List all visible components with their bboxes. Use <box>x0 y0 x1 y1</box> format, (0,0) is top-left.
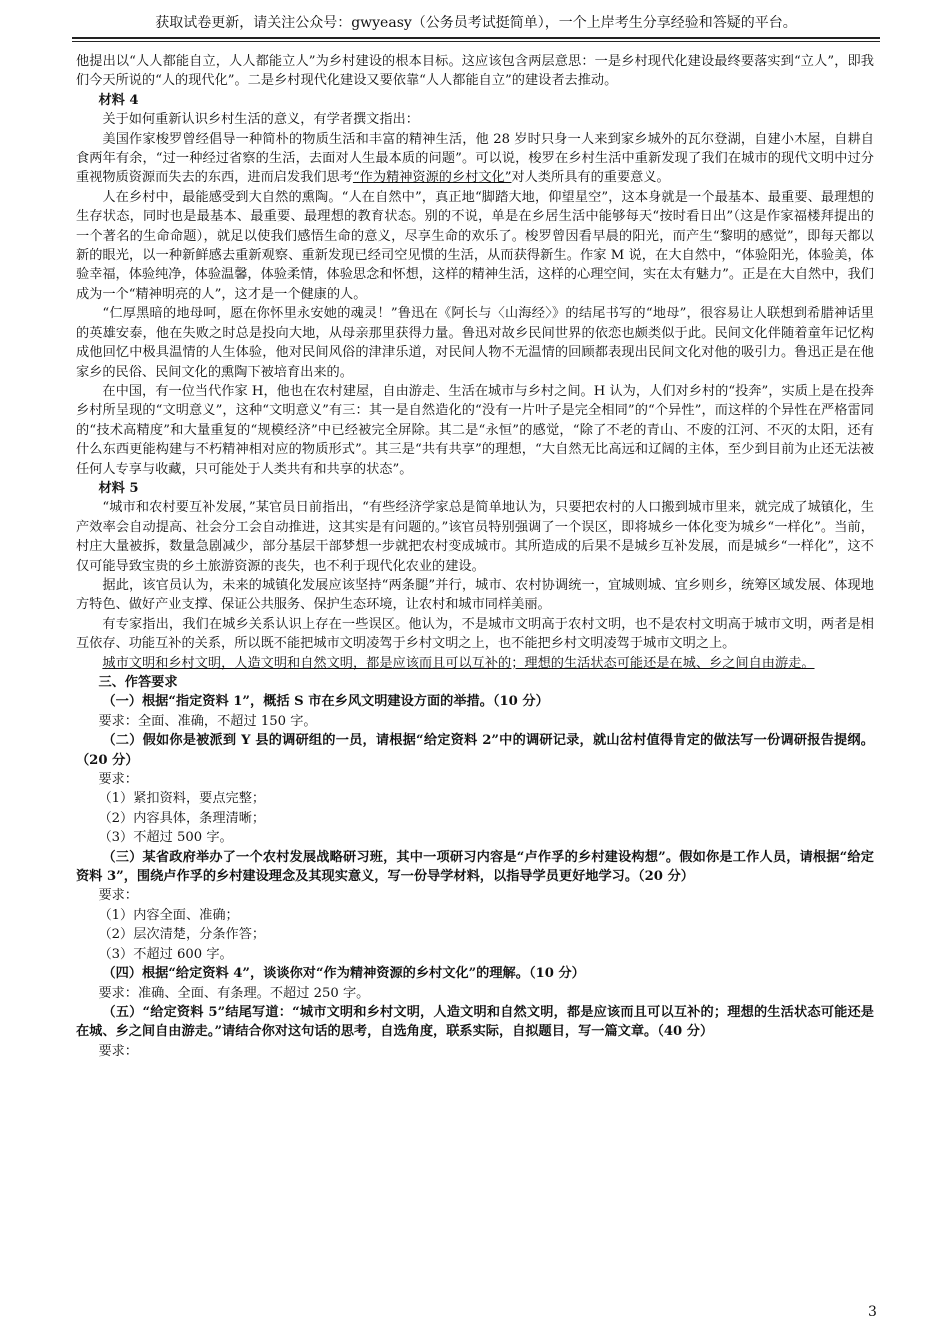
requirement-label: 要求： <box>98 888 138 904</box>
paragraph: 在中国，有一位当代作家 H，他也在农村建屋，自由游走、生活在城市与乡村之间。H 认为，人们对乡村的“投奔”，实质上是在投奔乡村所呈现的“文明意义”，这种“文明意义”有三：其一是自然造化的“没有一片叶子是完全相同”的“个异性”，而这样的个异性在严格雷同的“技术高精度”和大量重复的“规模经济”中已经被完全屏除。其二是“永恒”的感觉，“除了不老的青山、不废的江河、不灭的太阳，还有什么东西更能构建与不朽精神相对应的物质形式”。其三是“共有共享”的理想，“大自然无比高远和辽阔的主体，至少到目前为止还无法被任何人专享与收藏，只可能处于人类共有和共享的状态”。 <box>76 383 874 477</box>
paragraph: 人在乡村中，最能感受到大自然的熏陶。“人在自然中”，真正地“脚踏大地，仰望星空”，这本身就是一个最基本、最重要、最理想的生存状态，同时也是最基本、最重要、最理想的教育状态。别的不说，单是在乡居生活中能够每天“按时看日出”（这是作家福楼拜提出的一个著名的生命命题），就足以使我们感悟生命的意义，尽享生命的欢乐了。梭罗曾因看早晨的阳光，而产生“黎明的感觉”，即每天都以新的眼光，以一种新鲜感去重新观察、重新发现已经司空见惯的生活，从而获得新生。作家 M 说，在大自然中，“体验阳光，体验美，体验幸福，体验纯净，体验温馨，体验柔情，体验思念和怀想，这样的精神生活，这样的心理空间，实在太有魅力”。正是在大自然中，我们成为一个“精神明亮的人”，这才是一个健康的人。 <box>76 189 874 302</box>
question-4-requirement: 要求：准确、全面、有条理。不超过 250 字。 <box>98 985 370 1001</box>
page-number: 3 <box>868 1304 877 1320</box>
requirement-item: （1）内容全面、准确； <box>98 907 239 923</box>
material-4-heading: 材料 4 <box>98 92 139 108</box>
requirement-item: （1）紧扣资料，要点完整； <box>98 791 266 807</box>
question-1: （一）根据“指定资料 1”，概括 S 市在乡风文明建设方面的举措。（10 分） <box>102 694 549 710</box>
document-body <box>76 52 874 1061</box>
requirements-heading: 三、作答要求 <box>98 675 178 690</box>
page-header: 获取试卷更新，请关注公众号：gwyeasy（公务员考试挺简单），一个上岸考生分享经验和答疑的平台。 <box>155 15 797 31</box>
header-rule-thick <box>72 37 880 39</box>
question-2: （二）假如你是被派到 Y 县的调研组的一员，请根据“给定资料 2”中的调研记录，就山岔村值得肯定的做法写一份调研报告提纲。（20 分） <box>76 733 874 768</box>
requirement-label: 要求： <box>98 772 138 788</box>
paragraph: 他提出以“人人都能自立，人人都能立人”为乡村建设的根本目标。这应该包含两层意思：一是乡村现代化建设最终要落实到“立人”，即我们今天所说的“人的现代化”。二是乡村现代化建设又要依靠“人人都能自立”的建设者去推动。 <box>76 54 874 89</box>
text: 美国作家梭罗曾经倡导一种简朴的物质生活和丰富的精神生活，他 28 岁时只身一人来到家乡城外的瓦尔登湖，自建小木屋，自耕自食两年有余，“过一种经过省察的生活，去面对人生最本质的问题”。可以说，梭罗在乡村生活中重新发现了我们在城市的现代文明中过分重视物质资源而失去的东西，进而启发我们思考 <box>76 131 874 186</box>
underlined-phrase: “作为精神资源的乡村文化” <box>352 170 512 186</box>
question-4: （四）根据“给定资料 4”，谈谈你对“作为精神资源的乡村文化”的理解。（10 分） <box>102 966 585 982</box>
requirement-item: （2）层次清楚，分条作答； <box>98 927 266 943</box>
text: 对人类所具有的重要意义。 <box>511 170 670 186</box>
header-rule-thin <box>72 41 880 42</box>
material-5-heading: 材料 5 <box>98 480 139 496</box>
question-3: （三）某省政府举办了一个农村发展战略研习班，其中一项研习内容是“卢作孚的乡村建设构想”。假如你是工作人员，请根据“给定资料 3”，围绕卢作孚的乡村建设理念及其现实意义，写一份导学材料，以指导学员更好地学习。（20 分） <box>76 849 874 885</box>
requirement-item: （3）不超过 600 字。 <box>98 946 233 962</box>
question-5: （五）“给定资料 5”结尾写道：“城市文明和乡村文明，人造文明和自然文明，都是应该而且可以互补的；理想的生活状态可能还是在城、乡之间自由游走。”请结合你对这句话的思考，自选角度，联系实际，自拟题目，写一篇文章。（40 分） <box>76 1004 874 1040</box>
paragraph: “城市和农村要互补发展，”某官员日前指出，“有些经济学家总是简单地认为，只要把农村的人口搬到城市里来，就完成了城镇化，生产效率会自动提高、社会分工会自动推进，这其实是有问题的。”该官员特别强调了一个误区，即将城乡一体化变为城乡“一样化”。当前，村庄大量被拆，数量急剧减少，部分基层干部梦想一步就把农村变成城市。其所造成的后果不是城乡互补发展，而是城乡“一样化”，这不仅可能导致宝贵的乡土旅游资源的丧失，也不利于现代化农业的建设。 <box>76 500 874 574</box>
paragraph: 据此，该官员认为，未来的城镇化发展应该坚持“两条腿”并行，城市、农村协调统一，宜城则城、宜乡则乡，统筹区域发展、体现地方特色、做好产业支撑、保证公共服务、保护生态环境，让农村和城市同样美丽。 <box>76 577 874 613</box>
paragraph-thoreau <box>76 130 874 188</box>
underlined-paragraph: 城市文明和乡村文明，人造文明和自然文明，都是应该而且可以互补的；理想的生活状态可能还是在城、乡之间自由游走。 <box>102 655 815 671</box>
question-1-requirement: 要求：全面、准确，不超过 150 字。 <box>98 713 317 729</box>
requirement-item: （3）不超过 500 字。 <box>98 830 233 846</box>
paragraph: “仁厚黑暗的地母呵，愿在你怀里永安她的魂灵！”鲁迅在《阿长与〈山海经〉》的结尾书写的“地母”，很容易让人联想到希腊神话里的英雄安泰，他在失败之时总是投向大地，从母亲那里获得力量。鲁迅对故乡民间世界的依恋也颇类似于此。民间文化伴随着童年记忆构成他回忆中极具温情的人生体验，他对民间风俗的津津乐道，对民间人物不无温情的回顾都表现出民间文化对他的吸引力。鲁迅正是在他家乡的民俗、民间文化的熏陶下被培育出来的。 <box>76 306 874 380</box>
paragraph: 关于如何重新认识乡村生活的意义，有学者撰文指出： <box>102 112 419 128</box>
requirement-item: （2）内容具体，条理清晰； <box>98 810 266 826</box>
requirement-label: 要求： <box>98 1043 138 1059</box>
paragraph: 有专家指出，我们在城乡关系认识上存在一些误区。他认为，不是城市文明高于农村文明，也不是农村文明高于城市文明，两者是相互依存、功能互补的关系，所以既不能把城市文明凌驾于乡村文明之上，也不能把乡村文明凌驾于城市文明之上。 <box>76 616 874 652</box>
